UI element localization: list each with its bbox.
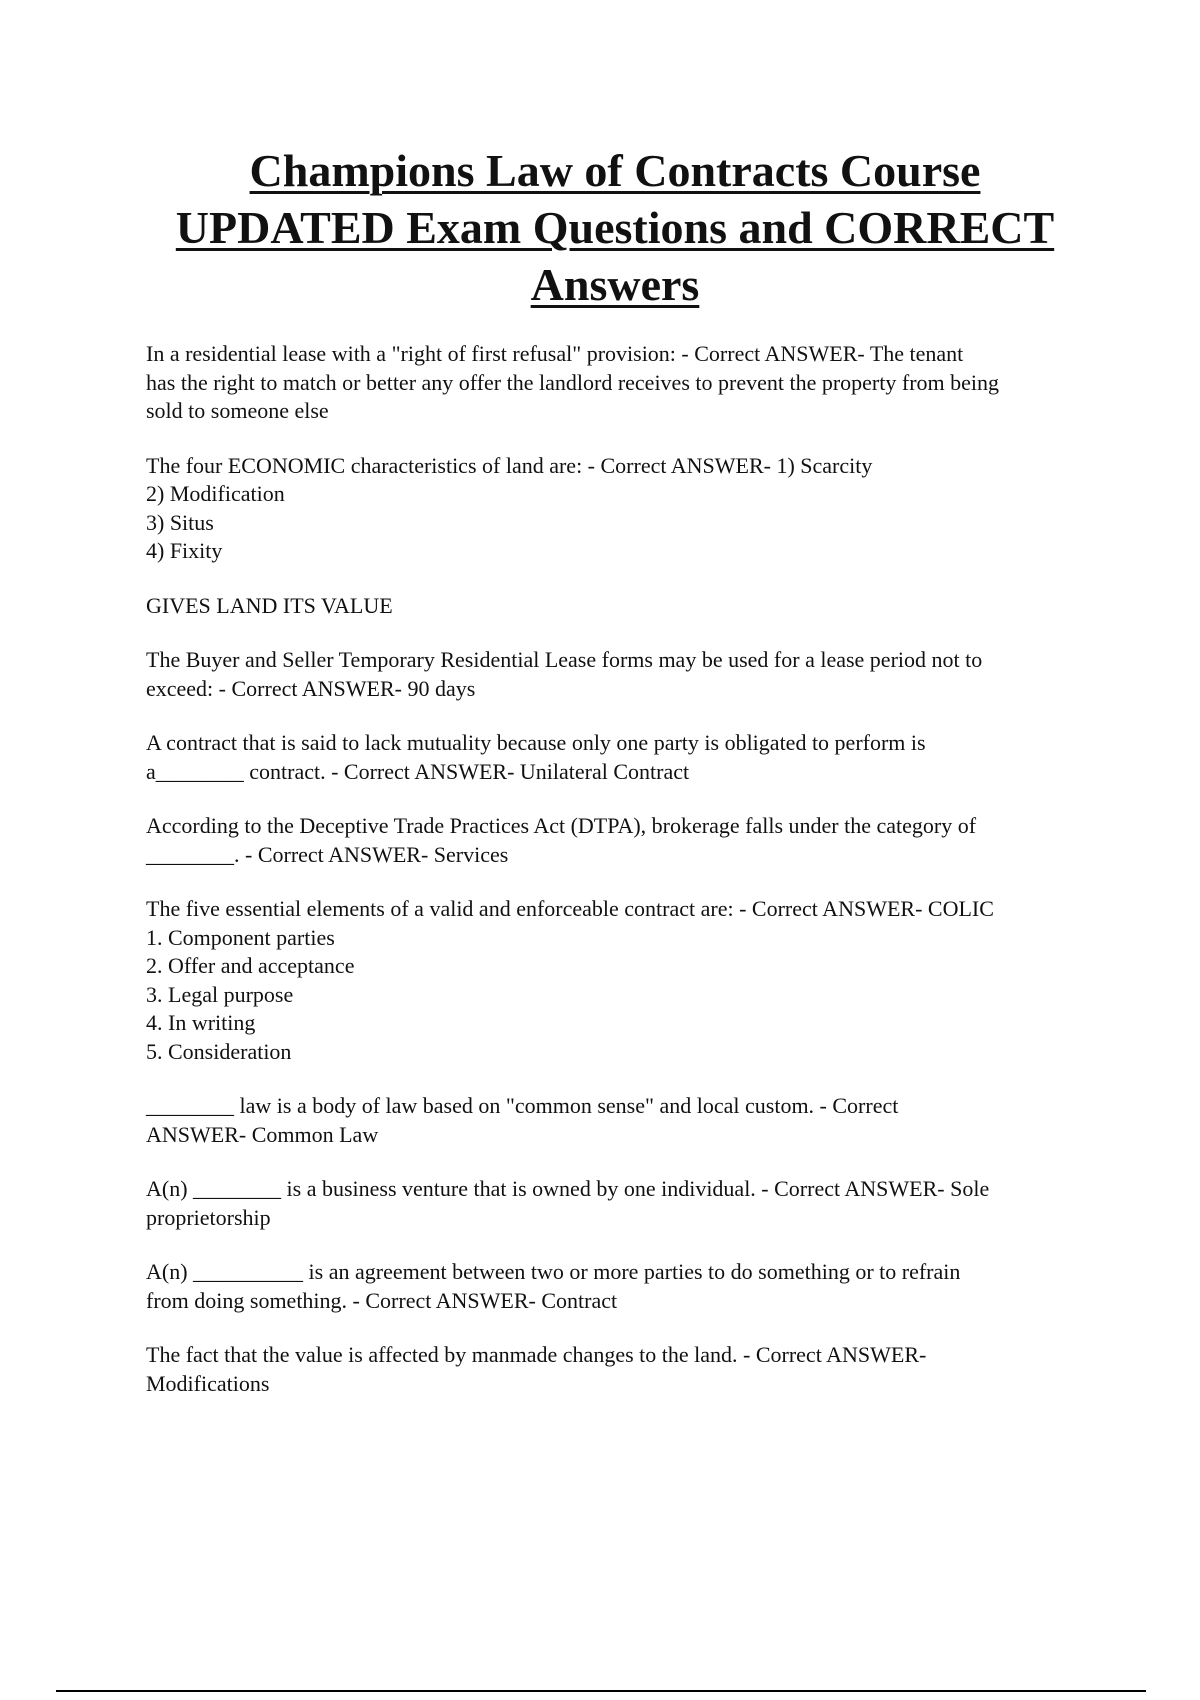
title-line-2: UPDATED Exam Questions and CORRECT	[175, 202, 1055, 253]
qa-line: 4. In writing	[146, 1010, 256, 1035]
qa-entry-dtpa-services	[146, 812, 1091, 869]
qa-line: A contract that is said to lack mutuality because only one party is obligated to perform is	[146, 730, 926, 755]
qa-entry-right-of-first-refusal	[146, 340, 1091, 426]
qa-entry-contract-definition	[146, 1258, 1091, 1315]
qa-line: a________ contract. - Correct ANSWER- Unilateral Contract	[146, 758, 690, 784]
qa-entry-modifications	[146, 1341, 1091, 1398]
qa-line: According to the Deceptive Trade Practices Act (DTPA), brokerage falls under the category of	[146, 813, 977, 838]
qa-entry-sole-proprietorship	[146, 1175, 1091, 1232]
qa-line: The five essential elements of a valid and enforceable contract are: - Correct ANSWER- COLIC	[146, 896, 994, 921]
title-line-3: Answers	[530, 259, 700, 310]
qa-line: exceed: - Correct ANSWER- 90 days	[146, 675, 476, 701]
qa-line: ________. - Correct ANSWER- Services	[146, 841, 509, 867]
qa-line: In a residential lease with a "right of first refusal" provision: - Correct ANSWER- The tenant	[146, 341, 964, 366]
title-line-1: Champions Law of Contracts Course	[249, 145, 981, 196]
qa-line: The four ECONOMIC characteristics of land are: - Correct ANSWER- 1) Scarcity	[146, 452, 873, 478]
qa-line: from doing something. - Correct ANSWER- Contract	[146, 1287, 618, 1313]
footer-divider	[56, 1690, 1146, 1692]
qa-line: 5. Consideration	[146, 1038, 292, 1064]
qa-entry-common-law	[146, 1092, 1091, 1149]
qa-list	[146, 340, 1091, 1424]
qa-entry-economic-characteristics	[146, 452, 1091, 566]
qa-line: sold to someone else	[146, 398, 329, 423]
qa-line: ________ law is a body of law based on "common sense" and local custom. - Correct	[146, 1093, 899, 1118]
qa-line: 3. Legal purpose	[146, 981, 294, 1007]
qa-line: GIVES LAND ITS VALUE	[146, 592, 393, 618]
page-title	[120, 142, 1110, 313]
qa-entry-temporary-lease	[146, 646, 1091, 703]
qa-line: The fact that the value is affected by manmade changes to the land. - Correct ANSWER-	[146, 1342, 927, 1367]
qa-line: 2. Offer and acceptance	[146, 953, 355, 978]
qa-entry-gives-land-value	[146, 592, 1091, 621]
qa-line: 4) Fixity	[146, 538, 223, 563]
qa-line: ANSWER- Common Law	[146, 1121, 379, 1147]
qa-line: A(n) ________ is a business venture that is owned by one individual. - Correct ANSWER- Sole	[146, 1176, 990, 1201]
qa-line: The Buyer and Seller Temporary Residential Lease forms may be used for a lease period not to	[146, 647, 983, 672]
qa-line: 1. Component parties	[146, 924, 335, 950]
qa-line: has the right to match or better any offer the landlord receives to prevent the property from being	[146, 369, 1000, 395]
qa-line: 2) Modification	[146, 481, 285, 506]
qa-line: Modifications	[146, 1370, 270, 1396]
qa-line: 3) Situs	[146, 509, 214, 535]
qa-entry-unilateral-contract	[146, 729, 1091, 786]
qa-line: proprietorship	[146, 1204, 271, 1230]
qa-entry-essential-elements	[146, 895, 1091, 1066]
qa-line: A(n) __________ is an agreement between two or more parties to do something or to refrain	[146, 1259, 961, 1284]
